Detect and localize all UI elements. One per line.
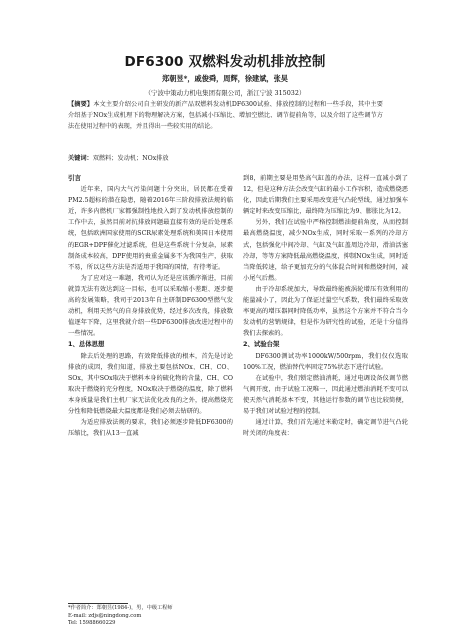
section-1-paragraph-2: 为适应排放法规的要求，我们必须逐步降低DF6300的压缩比，我们从13一直减 bbox=[68, 419, 233, 438]
intro-paragraph-2: 为了应对这一难题，我司认为还是应该循序渐进，目前就算无法有效达到这一目标，也可以采取缩小差距、逐步提高的发展策略，我司于2013年自主研制DF6300型燃气发动机，利用天然气的自身排放优势，经过多次改良，排放数值逐年下降，这里我就介绍一些DF6300排放改进过程中的一些情况。 bbox=[68, 274, 233, 338]
section-2-paragraph-2: 在试验中，我们锁定燃油消耗，通过电调设备仪调节燃气阀开度，由于试验工况唯一，因此通过燃油消耗不变可以使天然气消耗基本不变，其他运行参数的调节也比较简便，易于我们对试验过程的控制。 bbox=[243, 374, 408, 415]
footnote-divider bbox=[68, 603, 128, 604]
intro-heading: 引言 bbox=[68, 174, 81, 182]
right-column bbox=[243, 173, 408, 439]
paper-title: DF6300 双燃料发动机排放控制 bbox=[124, 54, 326, 70]
section-1-paragraph-3: 另外，我们在试验中严格控制燃油提前角度，从而控制最高燃烧温度，减少NOx生成，同时采取一系列的冷却方式，包括强化中间冷却、气缸及气缸盖周边冷却，滑油活塞冷却，等等方案降低最高燃烧温度，抑制NOx生成，同时适当降低转速，给予更加充分的气体混合时间和燃烧时间，减小尾气后燃。 bbox=[243, 219, 408, 282]
footnote-email: E-mail: zdjs@ningdong.com bbox=[68, 612, 142, 619]
keywords bbox=[68, 153, 383, 162]
affiliation: （宁波中策动力机电集团有限公司，浙江宁波 315032） bbox=[144, 89, 306, 97]
keywords-text: 双燃料；发动机；NOx排放 bbox=[92, 155, 169, 162]
author-list: 郑朝昱*，戚俊舜，周辉，徐建斌，张昊 bbox=[162, 74, 288, 83]
section-2-heading: 2、试验台架 bbox=[243, 340, 280, 349]
abstract-label: 【摘要】 bbox=[68, 101, 94, 108]
section-2-paragraph-3: 通过计算，我们首先通过米勒定时，确定调节进气凸轮时关闭的角度表： bbox=[243, 419, 408, 438]
abstract bbox=[68, 99, 383, 133]
section-1-paragraph-1: 除去后处理的思路，有效降低排放的根本，首先是讨论排放的成因，我们知道，排放主要包括NOx、CH、CO、SOx，其中SOx取决于燃料本身的硫化物的含量，CH、CO取决于燃烧的充分程度，NOx取决于燃烧的温度，除了燃料本身质量是我们主机厂家无法优化改良的之外，提高燃烧充分性和降低燃烧最大温度都是我们必须去钻研的。 bbox=[68, 352, 233, 415]
keywords-label: 关键词： bbox=[68, 155, 93, 162]
continued-paragraph: 到8，前期主要是用垫高气缸盖的办法，这样一直减小到了12，但是这种方法会改变气缸的最小工作容积，造成燃烧恶化，因此后期我们主要采用改变进气凸轮型线，通过加强车辆定时来改变压缩比，最终降为压缩比为9、膨胀比为12。 bbox=[243, 175, 408, 216]
abstract-text: 本文主要介绍公司自主研发的新产品双燃料发动机DF6300试验、排放控制的过程和一些手段，其中主要介绍基于NOx生成机理下的物理解决方案，包括减小压缩比、增加空燃比、调节提前角等，以及介绍了这些调节方法在使用过程中的表现，并且得出一些较实用的结论。 bbox=[68, 101, 383, 131]
footnote-author: *作者简介：郑朝昱(1984-)，男，中级工程师 bbox=[68, 605, 173, 611]
section-1-heading: 1、总体思想 bbox=[68, 340, 105, 349]
section-1-paragraph-4: 由于冷却系统加大，导致最终能被涡轮增压有效利用的能量减小了，因此为了保证过量空气系数，我们最终采取效率更高的增压器同时降低功率，虽然这个方案并不符合当今发动机的营销规律，但是作为研究性的试验，还是十分值得我们去探索的。 bbox=[243, 285, 408, 338]
footnote bbox=[68, 605, 238, 628]
footnote-tel: Tel: 15988660229 bbox=[68, 620, 116, 627]
section-2-paragraph-1: DF6300测试功率1000kW/500rpm，我们仅仅选取100%工况，燃油替代率固定75%状态下进行试验。 bbox=[243, 352, 408, 371]
left-column bbox=[68, 173, 233, 439]
intro-paragraph-1: 近年来，国内大气污染问题十分突出，居民都在受着PM2.5超标的潜在隐患，随着2016年三阶段排放法规的临近，许多内燃机厂家都强制性地投入到了发动机排放控制的工作中去，虽然目前对抗排放问题最直接有效的是后处理系统，包括欧洲国家使用的SCR尿素处理系统和美国日本使用的EGR+DPF催化过滤系统，但是这些系统十分复杂，尿素制备成本较高，DPF使用的贵重金属多不为我国生产，获取不易，所以这些方法是否适用于我国的国情，有待考证。 bbox=[68, 186, 233, 271]
